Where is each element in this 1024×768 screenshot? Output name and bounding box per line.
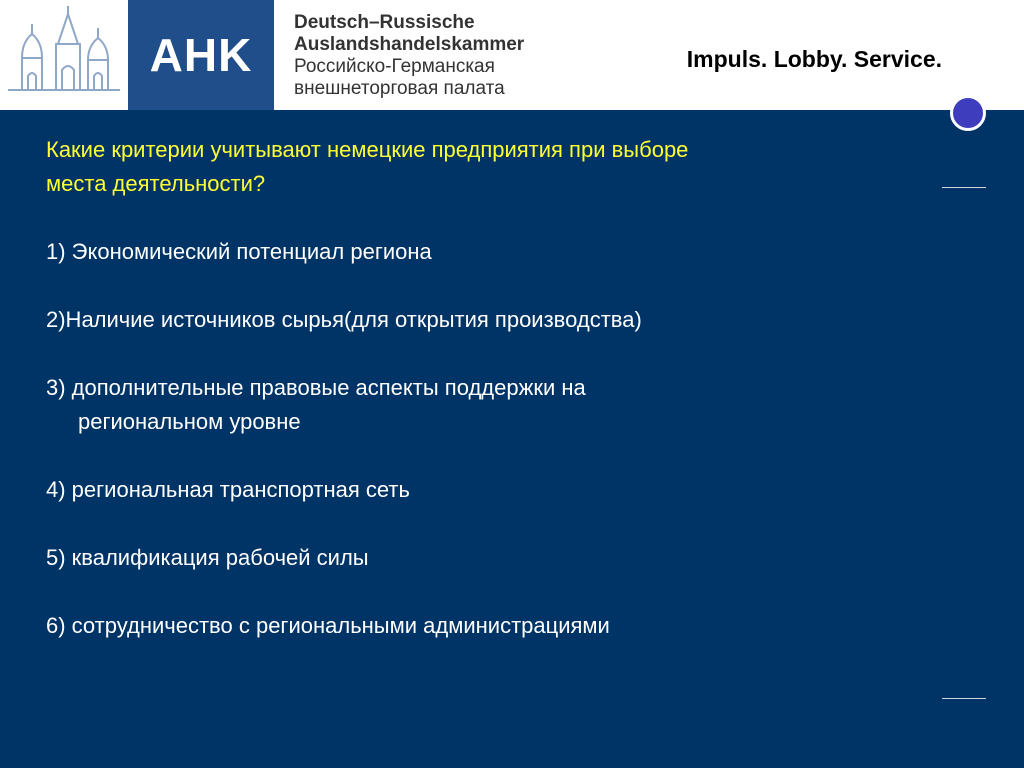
slide-content	[46, 133, 926, 643]
criteria-item-1: 1) Экономический потенциал региона	[46, 239, 432, 264]
slide-header	[0, 0, 1024, 110]
slide-question	[46, 133, 926, 201]
ahk-logo	[128, 0, 274, 110]
criteria-item-2: 2)Наличие источников сырья(для открытия производства)	[46, 307, 642, 332]
circle-dot-icon[interactable]	[950, 95, 986, 131]
question-line-1: Какие критерии учитывают немецкие предприятия при выборе	[46, 137, 689, 162]
criteria-item-3-line2: региональном уровне	[78, 409, 301, 434]
chamber-name-de-line1: Deutsch–Russische	[294, 12, 475, 33]
chamber-name-de-line2: Auslandshandelskammer	[294, 34, 525, 55]
criteria-item-5: 5) квалификация рабочей силы	[46, 545, 369, 570]
chamber-name-ru-line1: Российско-Германская	[294, 56, 495, 77]
chamber-name	[294, 12, 594, 100]
divider-top	[942, 187, 986, 188]
chamber-name-ru-line2: внешнеторговая палата	[294, 78, 505, 99]
divider-bottom	[942, 698, 986, 699]
criteria-item-3	[46, 371, 926, 439]
slogan: Impuls. Lobby. Service.	[686, 46, 942, 72]
criteria-item-3-line1: 3) дополнительные правовые аспекты поддержки на	[46, 375, 586, 400]
question-line-2: места деятельности?	[46, 171, 266, 196]
criteria-item-6: 6) сотрудничество с региональными администрациями	[46, 613, 610, 638]
ahk-logo-text: AHK	[149, 29, 253, 81]
criteria-item-4: 4) региональная транспортная сеть	[46, 477, 410, 502]
church-domes-logo-icon	[0, 0, 128, 110]
